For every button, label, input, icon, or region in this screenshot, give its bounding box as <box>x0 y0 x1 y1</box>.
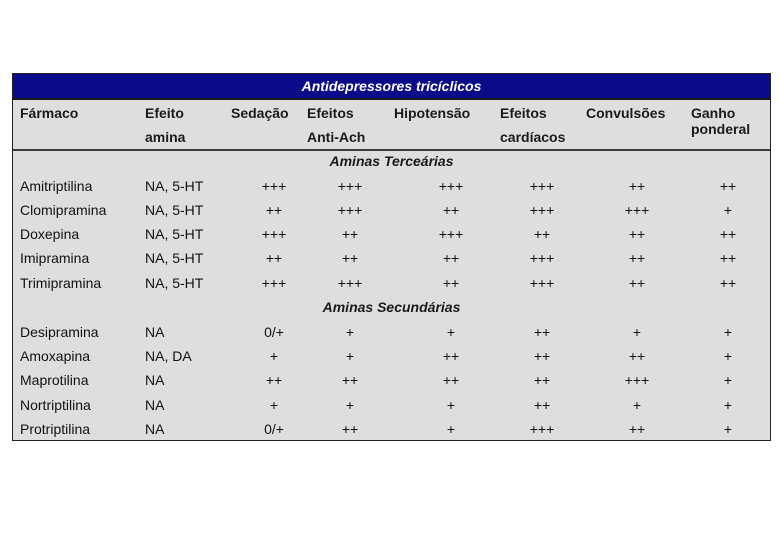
cell-farmaco: Clomipramina <box>20 202 107 218</box>
drug-table <box>12 73 771 441</box>
header-hipotensao: Hipotensão <box>394 105 471 121</box>
cell-farmaco: Protriptilina <box>20 421 91 437</box>
cell-hipotensao: ++ <box>442 202 460 218</box>
cell-convulsoes: ++ <box>628 178 646 194</box>
cell-ganho-ponderal: ++ <box>719 250 737 266</box>
cell-anti-ach: + <box>345 397 355 413</box>
cell-sedacao: +++ <box>261 226 287 242</box>
cell-ganho-ponderal: + <box>723 397 733 413</box>
header-cardiacos: Efeitos <box>500 105 547 121</box>
cell-convulsoes: ++ <box>628 348 646 364</box>
cell-convulsoes: ++ <box>628 226 646 242</box>
cell-ganho-ponderal: ++ <box>719 226 737 242</box>
cell-convulsoes: +++ <box>624 372 650 388</box>
cell-cardiacos: +++ <box>529 178 555 194</box>
cell-efeito-amina: NA <box>145 324 165 340</box>
cell-cardiacos: ++ <box>533 372 551 388</box>
cell-hipotensao: + <box>446 421 456 437</box>
cell-sedacao: +++ <box>261 275 287 291</box>
cell-cardiacos: ++ <box>533 348 551 364</box>
header-efeitos-line2: Anti-Ach <box>307 129 366 145</box>
header-farmaco: Fármaco <box>20 105 79 121</box>
cell-farmaco: Maprotilina <box>20 372 89 388</box>
table-title: Antidepressores tricíclicos <box>13 74 770 100</box>
cell-farmaco: Amitriptilina <box>20 178 93 194</box>
group-label-secundarias: Aminas Secundárias <box>322 299 461 315</box>
cell-hipotensao: + <box>446 397 456 413</box>
header-convulsoes: Convulsões <box>586 105 666 121</box>
cell-hipotensao: ++ <box>442 348 460 364</box>
cell-farmaco: Doxepina <box>20 226 80 242</box>
cell-hipotensao: ++ <box>442 250 460 266</box>
cell-efeito-amina: NA, 5-HT <box>145 250 204 266</box>
cell-farmaco: Desipramina <box>20 324 99 340</box>
cell-anti-ach: + <box>345 324 355 340</box>
cell-convulsoes: +++ <box>624 202 650 218</box>
cell-hipotensao: + <box>446 324 456 340</box>
cell-efeito-amina: NA, 5-HT <box>145 275 204 291</box>
cell-anti-ach: ++ <box>341 372 359 388</box>
cell-hipotensao: ++ <box>442 275 460 291</box>
cell-farmaco: Trimipramina <box>20 275 102 291</box>
header-efeitos: Efeitos <box>307 105 354 121</box>
cell-ganho-ponderal: ++ <box>719 178 737 194</box>
cell-ganho-ponderal: + <box>723 348 733 364</box>
cell-ganho-ponderal: ++ <box>719 275 737 291</box>
cell-cardiacos: ++ <box>533 226 551 242</box>
cell-convulsoes: ++ <box>628 250 646 266</box>
header-cardiacos-line2: cardíacos <box>500 129 566 145</box>
cell-convulsoes: + <box>632 324 642 340</box>
header-ganho: Ganho <box>691 105 736 121</box>
cell-cardiacos: ++ <box>533 397 551 413</box>
cell-efeito-amina: NA <box>145 397 165 413</box>
cell-sedacao: 0/+ <box>264 421 284 437</box>
header-divider <box>13 149 770 151</box>
cell-sedacao: ++ <box>265 372 283 388</box>
cell-anti-ach: + <box>345 348 355 364</box>
cell-farmaco: Nortriptilina <box>20 397 91 413</box>
cell-sedacao: ++ <box>265 202 283 218</box>
cell-hipotensao: +++ <box>438 178 464 194</box>
cell-sedacao: +++ <box>261 178 287 194</box>
header-ganho-line2: ponderal <box>691 121 751 137</box>
cell-anti-ach: +++ <box>337 202 363 218</box>
cell-anti-ach: ++ <box>341 226 359 242</box>
cell-sedacao: ++ <box>265 250 283 266</box>
group-label-terciarias: Aminas Terceárias <box>329 153 454 169</box>
cell-efeito-amina: NA, 5-HT <box>145 202 204 218</box>
cell-ganho-ponderal: + <box>723 372 733 388</box>
cell-convulsoes: + <box>632 397 642 413</box>
cell-ganho-ponderal: + <box>723 421 733 437</box>
cell-anti-ach: ++ <box>341 250 359 266</box>
cell-anti-ach: +++ <box>337 178 363 194</box>
cell-hipotensao: ++ <box>442 372 460 388</box>
cell-efeito-amina: NA <box>145 421 165 437</box>
cell-farmaco: Imipramina <box>20 250 90 266</box>
cell-cardiacos: +++ <box>529 202 555 218</box>
cell-anti-ach: +++ <box>337 275 363 291</box>
header-efeito: Efeito <box>145 105 184 121</box>
cell-efeito-amina: NA, 5-HT <box>145 178 204 194</box>
cell-cardiacos: ++ <box>533 324 551 340</box>
cell-efeito-amina: NA, 5-HT <box>145 226 204 242</box>
header-sedacao: Sedação <box>231 105 289 121</box>
cell-convulsoes: ++ <box>628 421 646 437</box>
cell-farmaco: Amoxapina <box>20 348 91 364</box>
cell-sedacao: + <box>269 397 279 413</box>
header-efeito-line2: amina <box>145 129 186 145</box>
cell-cardiacos: +++ <box>529 421 555 437</box>
cell-convulsoes: ++ <box>628 275 646 291</box>
cell-sedacao: 0/+ <box>264 324 284 340</box>
cell-cardiacos: +++ <box>529 250 555 266</box>
cell-ganho-ponderal: + <box>723 324 733 340</box>
cell-ganho-ponderal: + <box>723 202 733 218</box>
cell-anti-ach: ++ <box>341 421 359 437</box>
cell-hipotensao: +++ <box>438 226 464 242</box>
cell-efeito-amina: NA, DA <box>145 348 192 364</box>
cell-efeito-amina: NA <box>145 372 165 388</box>
cell-cardiacos: +++ <box>529 275 555 291</box>
cell-sedacao: + <box>269 348 279 364</box>
